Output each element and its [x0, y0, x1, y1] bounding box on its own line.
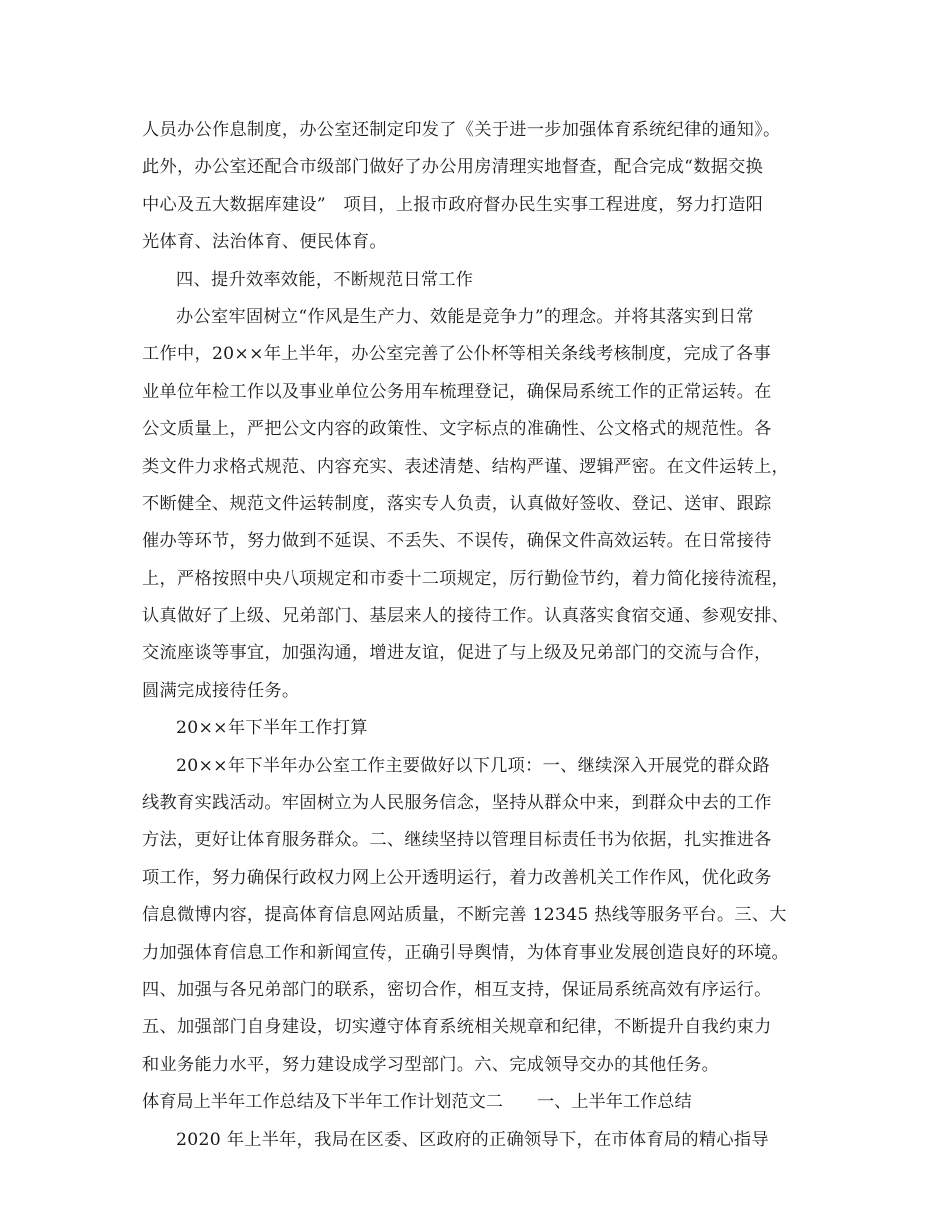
paragraph-line: 催办等环节，努力做到不延误、不丢失、不误传，确保文件高效运转。在日常接待	[142, 531, 772, 552]
paragraph-line: 公文质量上，严把公文内容的政策性、文字标点的准确性、公文格式的规范性。各	[142, 419, 772, 440]
paragraph-line: 圆满完成接待任务。	[142, 680, 300, 701]
paragraph-line: 信息微博内容，提高体育信息网站质量，不断完善 12345 热线等服务平台。三、大	[142, 905, 787, 926]
paragraph-line: 项工作，努力确保行政权力网上公开透明运行，着力改善机关工作作风，优化政务	[142, 867, 772, 888]
paragraph-line: 办公室牢固树立“作风是生产力、效能是竞争力”的理念。并将其落实到日常	[176, 306, 754, 327]
section-heading: 四、提升效率效能，不断规范日常工作	[176, 269, 474, 290]
paragraph-line: 2020 年上半年，我局在区委、区政府的正确领导下，在市体育局的精心指导	[176, 1129, 769, 1150]
paragraph-line: 20××年下半年办公室工作主要做好以下几项：一、继续深入开展党的群众路	[176, 755, 770, 776]
paragraph-line: 交流座谈等事宜，加强沟通，增进友谊，促进了与上级及兄弟部门的交流与合作，	[142, 643, 772, 664]
paragraph-line: 类文件力求格式规范、内容充实、表述清楚、结构严谨、逻辑严密。在文件运转上，	[142, 456, 790, 477]
paragraph-line: 力加强体育信息工作和新闻宣传，正确引导舆情，为体育事业发展创造良好的环境。	[142, 942, 790, 963]
paragraph-line: 线教育实践活动。牢固树立为人民服务信念，坚持从群众中来，到群众中去的工作	[142, 793, 772, 814]
document-body	[142, 112, 832, 1159]
paragraph-line: 光体育、法治体育、便民体育。	[142, 232, 387, 253]
paragraph-line: 四、加强与各兄弟部门的联系，密切合作，相互支持，保证局系统高效有序运行。	[142, 979, 772, 1000]
paragraph-line: 工作中，20××年上半年，办公室完善了公仆杯等相关条线考核制度，完成了各事	[142, 344, 771, 365]
paragraph-line: 认真做好了上级、兄弟部门、基层来人的接待工作。认真落实食宿交通、参观安排、	[142, 606, 790, 627]
paragraph-line: 和业务能力水平，努力建设成学习型部门。六、完成领导交办的其他任务。	[142, 1054, 720, 1075]
section-heading: 20××年下半年工作打算	[176, 718, 368, 739]
paragraph-line: 方法，更好让体育服务群众。二、继续坚持以管理目标责任书为依据，扎实推进各	[142, 830, 772, 851]
paragraph-line: 人员办公作息制度，办公室还制定印发了《关于进一步加强体育系统纪律的通知》。	[142, 120, 781, 140]
paragraph-line: 此外，办公室还配合市级部门做好了办公用房清理实地督查，配合完成“数据交换	[142, 157, 764, 178]
document-title-line	[142, 1084, 832, 1121]
paragraph-line: 上，严格按照中央八项规定和市委十二项规定，厉行勤俭节约，着力简化接待流程，	[142, 568, 790, 589]
paragraph-line: 中心及五大数据库建设” 项目，上报市政府督办民生实事工程进度，努力打造阳	[142, 194, 764, 215]
paragraph-line: 五、加强部门自身建设，切实遵守体育系统相关规章和纪律，不断提升自我约束力	[142, 1017, 772, 1038]
paragraph-line: 不断健全、规范文件运转制度，落实专人负责，认真做好签收、登记、送审、跟踪	[142, 493, 772, 514]
section-heading: 一、上半年工作总结	[536, 1092, 692, 1113]
document-title: 体育局上半年工作总结及下半年工作计划范文二	[142, 1092, 503, 1113]
paragraph-line: 业单位年检工作以及事业单位公务用车梳理登记，确保局系统工作的正常运转。在	[142, 381, 772, 402]
